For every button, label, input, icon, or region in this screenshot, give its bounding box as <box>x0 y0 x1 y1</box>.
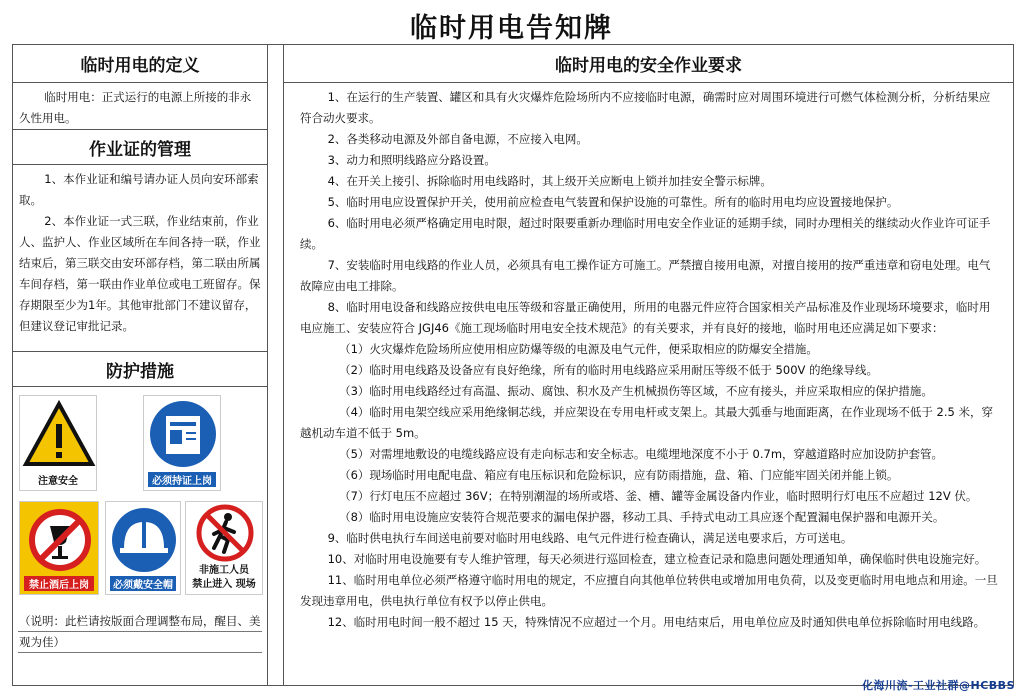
note-underline-2 <box>18 652 262 653</box>
protection-header: 防护措施 <box>13 351 267 387</box>
caution-sign <box>19 395 97 491</box>
req-item-2: 2、各类移动电源及外部自备电源，不应接入电网。 <box>327 132 588 146</box>
helmet-sign-label: 必须戴安全帽 <box>110 576 176 591</box>
note-underline-1 <box>18 631 262 632</box>
req-sub-item-6: （6）现场临时用电配电盘、箱应有电压标识和危险标识，应有防雨措施，盘、箱、门应能牢固关闭并能上锁。 <box>339 468 899 482</box>
req-item-4: 4、在开关上接引、拆除临时用电线路时，其上级开关应断电上锁并加挂安全警示标牌。 <box>327 174 772 188</box>
watermark: 化海川流-工业社群@HCBBS <box>861 679 1015 692</box>
permit-header: 作业证的管理 <box>13 129 267 165</box>
req-item-8: 8、临时用电设备和线路应按供电电压等级和容量正确使用，所用的电器元件应符合国家相关产品标准及作业现场环境要求，临时用电应施工、安装应符合 JGJ46《施工现场临时用电安全技术规范》的有关要求，并有良好的接地，临时用电还应满足如下要求： <box>300 300 991 335</box>
requirements-list <box>300 87 999 633</box>
helmet-sign <box>105 501 181 595</box>
req-item-7: 7、安装临时用电线路的作业人员，必须具有电工操作证方可施工。严禁擅自接用电源，对擅自接用的按严重违章和窃电处理。电气故障应由电工排除。 <box>300 258 991 293</box>
no-entry-label-line1: 非施工人员 <box>199 565 249 576</box>
caution-sign-label: 注意安全 <box>38 476 78 487</box>
page-title: 临时用电告知牌 <box>410 13 613 44</box>
permit-item-2: 2、本作业证一式三联，作业结束前，作业人、监护人、作业区域所在车间各持一联，作业结束后，第三联交由安环部存档，第二联由所属车间存档，第一联由作业单位或电工班留存。保存期限至少为1年。其他审批部门不建议留存，但建议登记审批记录。 <box>19 214 261 333</box>
req-item-12: 12、临时用电时间一般不超过 15 天，特殊情况不应超过一个月。用电结束后，用电单位应及时通知供电单位拆除临时用电线路。 <box>327 615 986 629</box>
no-drinking-sign <box>19 501 99 595</box>
requirements-header: 临时用电的安全作业要求 <box>284 45 1013 83</box>
req-item-1: 1、在运行的生产装置、罐区和具有火灾爆炸危险场所内不应接临时电源，确需时应对周围环境进行可燃气体检测分析，分析结果应符合动火要求。 <box>300 90 991 125</box>
certificate-sign <box>143 395 221 491</box>
no-entry-label-line2: 禁止进入 现场 <box>192 579 256 590</box>
certificate-sign-label: 必须持证上岗 <box>148 472 216 487</box>
definition-header: 临时用电的定义 <box>13 45 267 83</box>
req-sub-item-5: （5）对需埋地敷设的电缆线路应设有走向标志和安全标志。电缆埋地深度不小于 0.7m，穿越道路时应加设防护套管。 <box>339 447 944 461</box>
right-column <box>283 45 1013 685</box>
warning-triangle-icon <box>20 396 98 474</box>
req-sub-item-7: （7）行灯电压不应超过 36V；在特别潮湿的场所或塔、釜、槽、罐等金属设备内作业，临时照明行灯电压不应超过 12V 伏。 <box>339 489 978 503</box>
req-item-6: 6、临时用电必须严格确定用电时限，超过时限要重新办理临时用电安全作业证的延期手续，同时办理相关的继续动火作业许可证手续。 <box>300 216 991 251</box>
helmet-icon <box>106 502 182 578</box>
req-sub-item-4: （4）临时用电架空线应采用绝缘铜芯线，并应架设在专用电杆或支架上。其最大弧垂与地面距离，在作业现场不低于 2.5 米，穿越机动车道不低于 5m。 <box>300 405 994 440</box>
req-item-3: 3、动力和照明线路应分路设置。 <box>327 153 496 167</box>
no-pedestrian-icon <box>186 502 264 564</box>
layout-note: （说明：此栏请按版面合理调整布局，醒目、美观为佳） <box>19 614 261 649</box>
mandatory-certificate-icon <box>144 396 222 472</box>
notice-board <box>12 44 1014 686</box>
req-item-10: 10、对临时用电设施要有专人维护管理，每天必须进行巡回检查，建立检查记录和隐患问题处理通知单，确保临时供电设施完好。 <box>327 552 987 566</box>
left-column <box>13 45 268 685</box>
req-sub-item-2: （2）临时用电线路及设备应有良好绝缘，所有的临时用电线路应采用耐压等级不低于 500V 的绝缘导线。 <box>339 363 879 377</box>
req-sub-item-8: （8）临时用电设施应安装符合规范要求的漏电保护器，移动工具、手持式电动工具应逐个配置漏电保护器和电源开关。 <box>339 510 945 524</box>
req-sub-item-1: （1）火灾爆炸危险场所应使用相应防爆等级的电源及电气元件，便采取相应的防爆安全措施。 <box>339 342 818 356</box>
req-item-5: 5、临时用电应设置保护开关，使用前应检查电气装置和保护设施的可靠性。所有的临时用电均应设置接地保护。 <box>327 195 899 209</box>
permit-item-1: 1、本作业证和编号请办证人员向安环部索取。 <box>19 172 259 207</box>
no-drinking-icon <box>20 502 100 578</box>
definition-text: 临时用电：正式运行的电源上所接的非永久性用电。 <box>19 90 252 125</box>
req-sub-item-3: （3）临时用电线路经过有高温、振动、腐蚀、积水及产生机械损伤等区域，不应有接头，并应采取相应的保护措施。 <box>339 384 933 398</box>
req-item-11: 11、临时用电单位必须严格遵守临时用电的规定，不应擅自向其他单位转供电或增加用电负荷，以及变更临时用电地点和用途。一旦发现违章用电，供电执行单位有权予以停止供电。 <box>300 573 998 608</box>
req-item-9: 9、临时供电执行车间送电前要对临时用电线路、电气元件进行检查确认，满足送电要求后，方可送电。 <box>327 531 853 545</box>
no-entry-sign <box>185 501 263 595</box>
no-drinking-sign-label: 禁止酒后上岗 <box>24 576 94 591</box>
